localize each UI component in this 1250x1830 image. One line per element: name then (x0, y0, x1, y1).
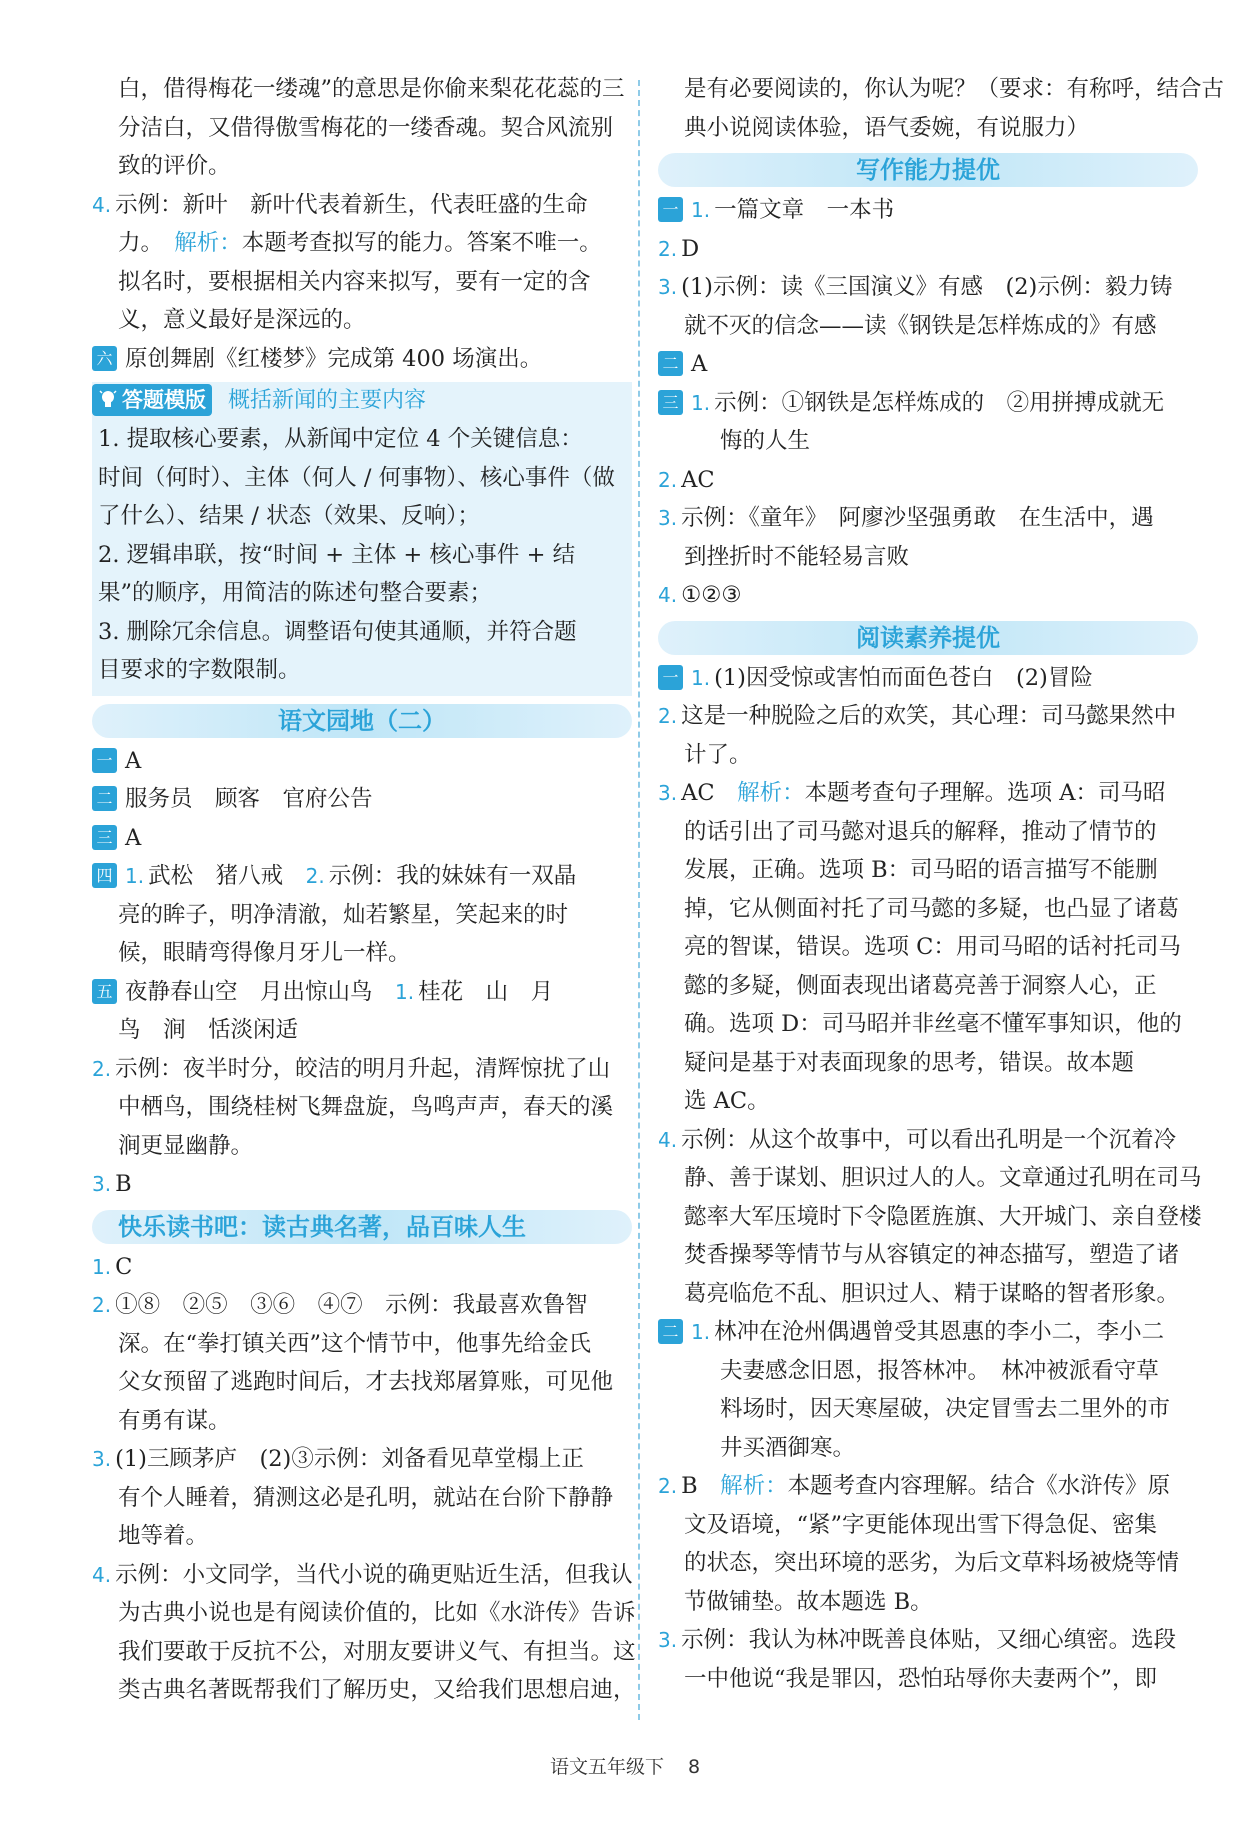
text-line: 有勇有谋。 (118, 1407, 231, 1434)
answer-item: 3. B (92, 1171, 132, 1197)
text-line: 夫妻感念旧恩，报答林冲。 林冲被派看守草 (720, 1357, 1159, 1384)
text-line: 掉，它从侧面衬托了司马懿的多疑，也凸显了诸葛 (684, 895, 1180, 922)
answer-item: 二 1. 林冲在沧州偶遇曾受其恩惠的李小二，李小二 (658, 1313, 1198, 1352)
section-number-box: 三 (92, 825, 117, 850)
answer-item: 2. 示例：夜半时分，皎洁的明月升起，清辉惊扰了山 (92, 1055, 611, 1082)
text-line: 为古典小说也是有阅读价值的，比如《水浒传》告诉 (118, 1600, 636, 1626)
text-line: 文及语境，“紧”字更能体现出雪下得急促、密集 (684, 1511, 1158, 1538)
template-line: 1. 提取核心要素，从新闻中定位 4 个关键信息： (98, 426, 583, 452)
answer-item: 4. 示例：从这个故事中，可以看出孔明是一个沉着冷 (658, 1126, 1177, 1153)
answer-item: 2. AC (658, 466, 715, 493)
analysis-label: 解析： (174, 230, 242, 256)
section-number-box: 二 (92, 786, 117, 811)
text-line: 料场时，因天寒屋破，决定冒雪去二里外的市 (720, 1396, 1171, 1422)
answer-item: 二 服务员 顾客 官府公告 (92, 780, 632, 819)
answer-item: 一 A (92, 742, 632, 781)
section-number-box: 一 (92, 748, 117, 773)
answer-item: 3. (1)三顾茅庐 (2)③示例：刘备看见草堂榻上正 (92, 1446, 584, 1472)
text-line: 的话引出了司马懿对退兵的解释，推动了情节的 (684, 818, 1157, 845)
section-number-box: 五 (92, 979, 117, 1004)
answer-template-box (92, 382, 632, 696)
section-number-box: 四 (92, 863, 117, 888)
text-line: 懿率大军压境时下令隐匿旌旗、大开城门、亲自登楼 (684, 1203, 1202, 1230)
text-line: 懿的多疑，侧面表现出诸葛亮善于洞察人心，正 (684, 972, 1157, 999)
text-line: 分洁白，又借得傲雪梅花的一缕香魂。契合风流别 (118, 114, 614, 141)
template-title: 概括新闻的主要内容 (228, 388, 427, 413)
text-line: 疑问是基于对表面现象的思考，错误。故本题 (684, 1049, 1135, 1076)
answer-item: 1. C (92, 1253, 133, 1280)
text-line: 亮的眸子，明净清澈，灿若繁星，笑起来的时 (118, 901, 569, 928)
answer-item: 五 夜静春山空 月出惊山鸟 1. 桂花 山 月 (92, 973, 632, 1012)
answer-item: 3. 示例：我认为林冲既善良体贴，又细心缜密。选段 (658, 1627, 1177, 1653)
section-number-box: 三 (658, 390, 683, 415)
page-number: 8 (687, 1756, 701, 1778)
section-number-box: 二 (658, 351, 683, 376)
answer-item: 4. 示例：小文同学，当代小说的确更贴近生活，但我认 (92, 1561, 633, 1588)
text-line: 典小说阅读体验，语气委婉，有说服力） (684, 114, 1090, 141)
section-header: 快乐读书吧：读古典名著，品百味人生 (92, 1210, 632, 1244)
left-column (92, 70, 636, 1710)
text-line: 的状态，突出环境的恶劣，为后文草料场被烧等情 (684, 1550, 1180, 1576)
text-line: 有个人睡着，猜测这必是孔明，就站在台阶下静静 (118, 1484, 614, 1511)
item-number: 4. (92, 192, 112, 217)
footer-subject: 语文五年级下 (549, 1756, 664, 1778)
text-line: 计了。 (684, 741, 752, 768)
text-line: 鸟 涧 恬淡闲适 (118, 1017, 299, 1043)
text-line: 葛亮临危不乱、胆识过人、精于谋略的智者形象。 (684, 1280, 1180, 1307)
answer-item: 力。 解析：本题考查拟写的能力。答案不唯一。 (118, 230, 602, 256)
answer-item: 四 1. 武松 猪八戒 2. 示例：我的妹妹有一双晶 (92, 857, 632, 896)
section-header: 写作能力提优 (658, 153, 1198, 187)
text-line: 到挫折时不能轻易言败 (684, 543, 910, 570)
answer-item: 3. 示例：《童年》 阿廖沙坚强勇敢 在生活中，遇 (658, 505, 1154, 531)
text-line: 焚香操琴等情节与从容镇定的神态描写，塑造了诸 (684, 1242, 1180, 1268)
text-line: 中栖鸟，围绕桂树飞舞盘旋，鸟鸣声声，春天的溪 (118, 1094, 614, 1120)
text-line: 类古典名著既帮我们了解历史，又给我们思想启迪， (118, 1677, 636, 1703)
text-line: 我们要敢于反抗不公，对朋友要讲义气、有担当。这 (118, 1638, 636, 1665)
lightbulb-icon (98, 389, 118, 411)
section-six: 六 原创舞剧《红楼梦》完成第 400 场演出。 (92, 340, 632, 379)
answer-item: 4. 示例：新叶 新叶代表着新生，代表旺盛的生命 (92, 191, 588, 218)
answer-item: 二 A (658, 345, 1198, 384)
text-line: 致的评价。 (118, 153, 231, 179)
text-line: 父女预留了逃跑时间后，才去找郑屠算账，可见他 (118, 1369, 614, 1395)
answer-item: 三 A (92, 819, 632, 858)
template-line: 时间（何时）、主体（何人 / 何事物）、核心事件（做 (98, 464, 615, 491)
section-number-box: 六 (92, 346, 117, 371)
text-line: 候，眼睛弯得像月牙儿一样。 (118, 940, 411, 966)
section-number-box: 一 (658, 197, 683, 222)
text-line: 亮的智谋，错误。选项 C：用司马昭的话衬托司马 (684, 934, 1181, 960)
column-divider (638, 80, 640, 1720)
analysis-label: 解析： (737, 780, 805, 806)
answer-item: 一 1. (1)因受惊或害怕而面色苍白 (2)冒险 (658, 659, 1198, 698)
text-line: 就不灭的信念——读《钢铁是怎样炼成的》有感 (684, 312, 1157, 339)
answer-item: 3. AC 解析：本题考查句子理解。选项 A：司马昭 (658, 780, 1166, 806)
answer-item: 3. (1)示例：读《三国演义》有感 (2)示例：毅力铸 (658, 274, 1173, 300)
text-line: 是有必要阅读的，你认为呢？（要求：有称呼，结合古 (684, 76, 1225, 102)
answer-item: 一 1. 一篇文章 一本书 (658, 191, 1198, 230)
text-line: 拟名时，要根据相关内容来拟写，要有一定的含 (118, 268, 591, 295)
text-line: 白，借得梅花一缕魂”的意思是你偷来梨花花蕊的三 (118, 76, 625, 102)
text-line: 深。在“拳打镇关西”这个情节中，他事先给金氏 (118, 1330, 592, 1357)
answer-item: 2. ①⑧ ②⑤ ③⑥ ④⑦ 示例：我最喜欢鲁智 (92, 1292, 588, 1318)
text-line: 涧更显幽静。 (118, 1132, 254, 1159)
text-line: 悔的人生 (720, 428, 811, 454)
text-line: 一中他说“我是罪囚，恐怕玷辱你夫妻两个”，即 (684, 1665, 1158, 1692)
template-line: 2. 逻辑串联，按“时间 + 主体 + 核心事件 + 结 (98, 541, 576, 568)
text-line: 确。选项 D：司马昭并非丝毫不懂军事知识，他的 (684, 1011, 1182, 1037)
text-line: 地等着。 (118, 1523, 209, 1549)
template-line: 果”的顺序，用简洁的陈述句整合要素； (98, 580, 493, 606)
analysis-label: 解析： (720, 1473, 788, 1499)
template-line: 3. 删除冗余信息。调整语句使其通顺，并符合题 (98, 618, 577, 645)
answer-item: 4. ①②③ (658, 582, 742, 608)
text-line: 井买酒御寒。 (720, 1434, 856, 1461)
right-column (658, 70, 1225, 1698)
text-line: 节做铺垫。故本题选 B。 (684, 1588, 933, 1615)
template-line: 目要求的字数限制。 (98, 657, 301, 683)
answer-item: 三 1. 示例：①钢铁是怎样炼成的 ②用拼搏成就无 (658, 384, 1198, 423)
text-line: 发展，正确。选项 B：司马昭的语言描写不能删 (684, 857, 1158, 883)
answer-item: 2. B 解析：本题考查内容理解。结合《水浒传》原 (658, 1473, 1171, 1499)
section-header: 阅读素养提优 (658, 621, 1198, 655)
template-line: 了什么）、结果 / 状态（效果、反响）； (98, 503, 480, 529)
answer-item: 2. D (658, 235, 700, 262)
text-line: 静、善于谋划、胆识过人的人。文章通过孔明在司马 (684, 1165, 1202, 1191)
text-line: 选 AC。 (684, 1088, 770, 1114)
page-footer (0, 1752, 1250, 1779)
text-line: 义，意义最好是深远的。 (118, 307, 366, 333)
section-number-box: 一 (658, 665, 683, 690)
template-tag: 答题模版 (92, 384, 212, 416)
section-number-box: 二 (658, 1319, 683, 1344)
section-header: 语文园地（二） (92, 704, 632, 738)
answer-item: 2. 这是一种脱险之后的欢笑，其心理：司马懿果然中 (658, 703, 1177, 729)
